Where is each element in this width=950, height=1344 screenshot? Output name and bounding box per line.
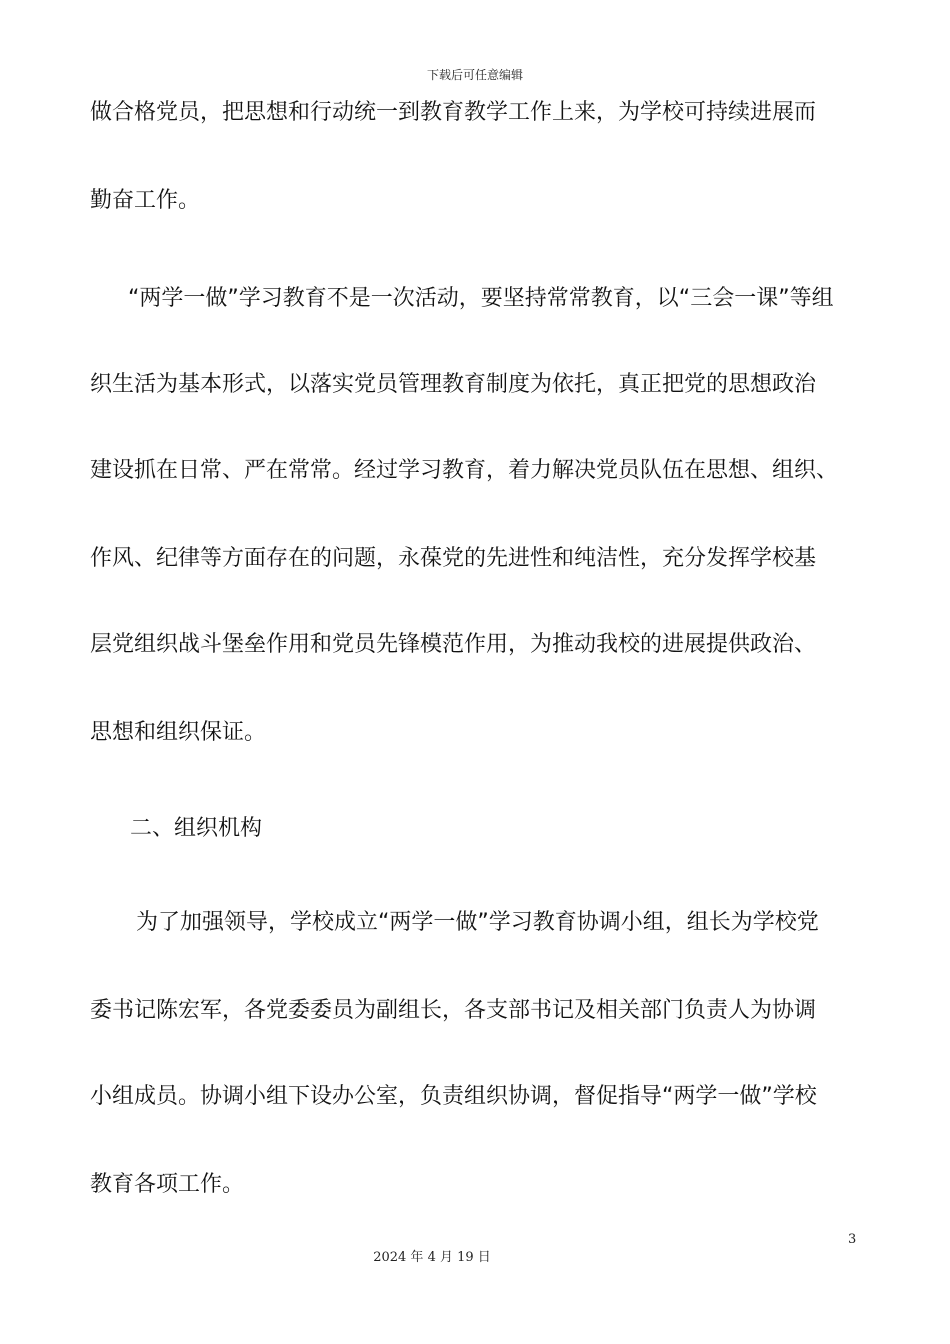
text-line: 委书记陈宏军，各党委委员为副组长，各支部书记及相关部门负责人为协调 [90,998,817,1023]
text-line: 织生活为基本形式，以落实党员管理教育制度为依托，真正把党的思想政治 [90,372,817,397]
text-line: 作风、纪律等方面存在的问题，永葆党的先进性和纯洁性，充分发挥学校基 [90,546,817,571]
section-heading: 二、组织机构 [130,816,263,841]
text-line: 为了加强领导，学校成立“两学一做”学习教育协调小组，组长为学校党 [136,910,819,935]
text-line: 勤奋工作。 [90,188,201,213]
page-number: 3 [848,1232,857,1247]
text-line: 小组成员。协调小组下设办公室，负责组织协调，督促指导“两学一做”学校 [90,1084,817,1109]
page-header: 下载后可任意编辑 [426,68,523,82]
text-line: 教育各项工作。 [90,1172,245,1197]
text-line: “两学一做”学习教育不是一次活动，要坚持常常教育，以“三会一课”等组 [128,286,834,311]
text-line: 做合格党员，把思想和行动统一到教育教学工作上来，为学校可持续进展而 [90,100,817,125]
text-line: 建设抓在日常、严在常常。经过学习教育，着力解决党员队伍在思想、组织、 [90,458,839,483]
text-line: 层党组织战斗堡垒作用和党员先锋模范作用，为推动我校的进展提供政治、 [90,632,817,657]
text-line: 思想和组织保证。 [90,720,267,745]
footer-date: 2024 年 4 月 19 日 [373,1250,491,1265]
